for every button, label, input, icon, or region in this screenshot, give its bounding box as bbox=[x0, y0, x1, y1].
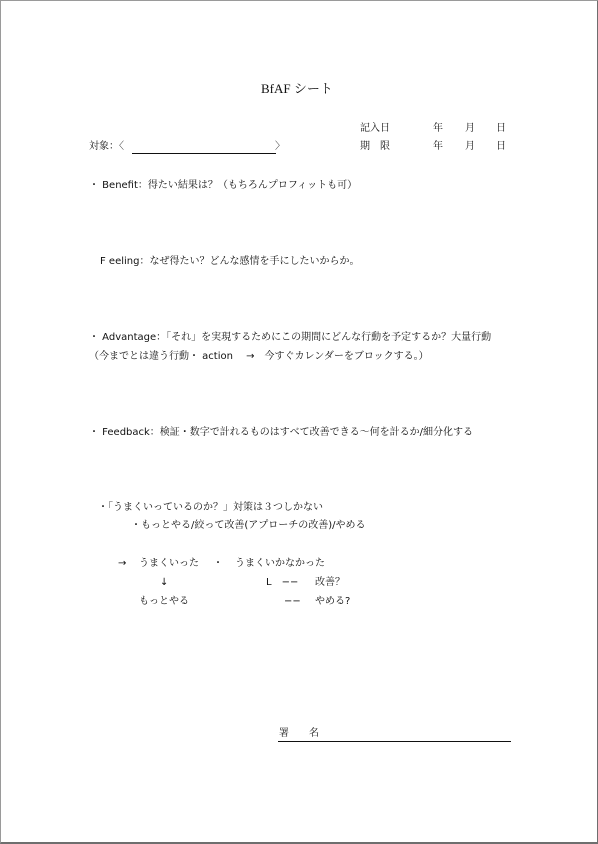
entry-day-label: 日 bbox=[496, 123, 506, 134]
advantage-subline: （今までとは違う行動・ action → 今すぐカレンダーをブロックする。） bbox=[89, 351, 429, 362]
going-well-question: ・「うまくいっているのか？」対策は３つしかない bbox=[98, 502, 323, 513]
flow-went-well: うまくいった bbox=[139, 558, 199, 569]
entry-year-label: 年 bbox=[433, 123, 443, 134]
feeling-heading: F eeling：なぜ得たい？どんな感情を手にしたいからか。 bbox=[100, 256, 360, 267]
target-close-bracket: 〉 bbox=[275, 141, 285, 152]
flow-bullet: ・ bbox=[213, 558, 223, 569]
flow-improve: 改善？ bbox=[315, 577, 345, 588]
entry-date-label: 記入日 bbox=[360, 123, 390, 134]
flow-down-arrow: ↓ bbox=[160, 577, 169, 588]
entry-month-label: 月 bbox=[465, 123, 475, 134]
benefit-heading: ・ Benefit：得たい結果は？（もちろんプロフィットも可） bbox=[89, 180, 358, 191]
feedback-heading: ・ Feedback：検証・数字で計れるものはすべて改善できる〜何を計るか/細分化する bbox=[89, 427, 473, 438]
flow-dash: −− bbox=[284, 596, 301, 607]
deadline-label: 期 限 bbox=[360, 141, 390, 152]
flow-do-more: もっとやる bbox=[139, 596, 189, 607]
three-ways-line: ・もっとやる/絞って改善(アプローチの改善)/やめる bbox=[131, 520, 366, 531]
signature-label: 署 名 bbox=[279, 728, 319, 739]
target-input-line bbox=[132, 153, 276, 154]
flow-branch: L −− bbox=[266, 577, 299, 588]
flow-not-well: うまくいかなかった bbox=[235, 558, 325, 569]
advantage-heading: ・ Advantage：「それ」を実現するためにこの期間にどんな行動を予定するか？大量行動 bbox=[89, 332, 492, 343]
flow-quit: やめる? bbox=[315, 596, 351, 607]
flow-right-arrow: → bbox=[118, 558, 127, 569]
deadline-year-label: 年 bbox=[433, 141, 443, 152]
deadline-month-label: 月 bbox=[465, 141, 475, 152]
target-label: 対象：〈 bbox=[89, 141, 124, 152]
sheet-title: BfAF シート bbox=[261, 81, 333, 96]
deadline-day-label: 日 bbox=[496, 141, 506, 152]
signature-line bbox=[278, 741, 511, 742]
